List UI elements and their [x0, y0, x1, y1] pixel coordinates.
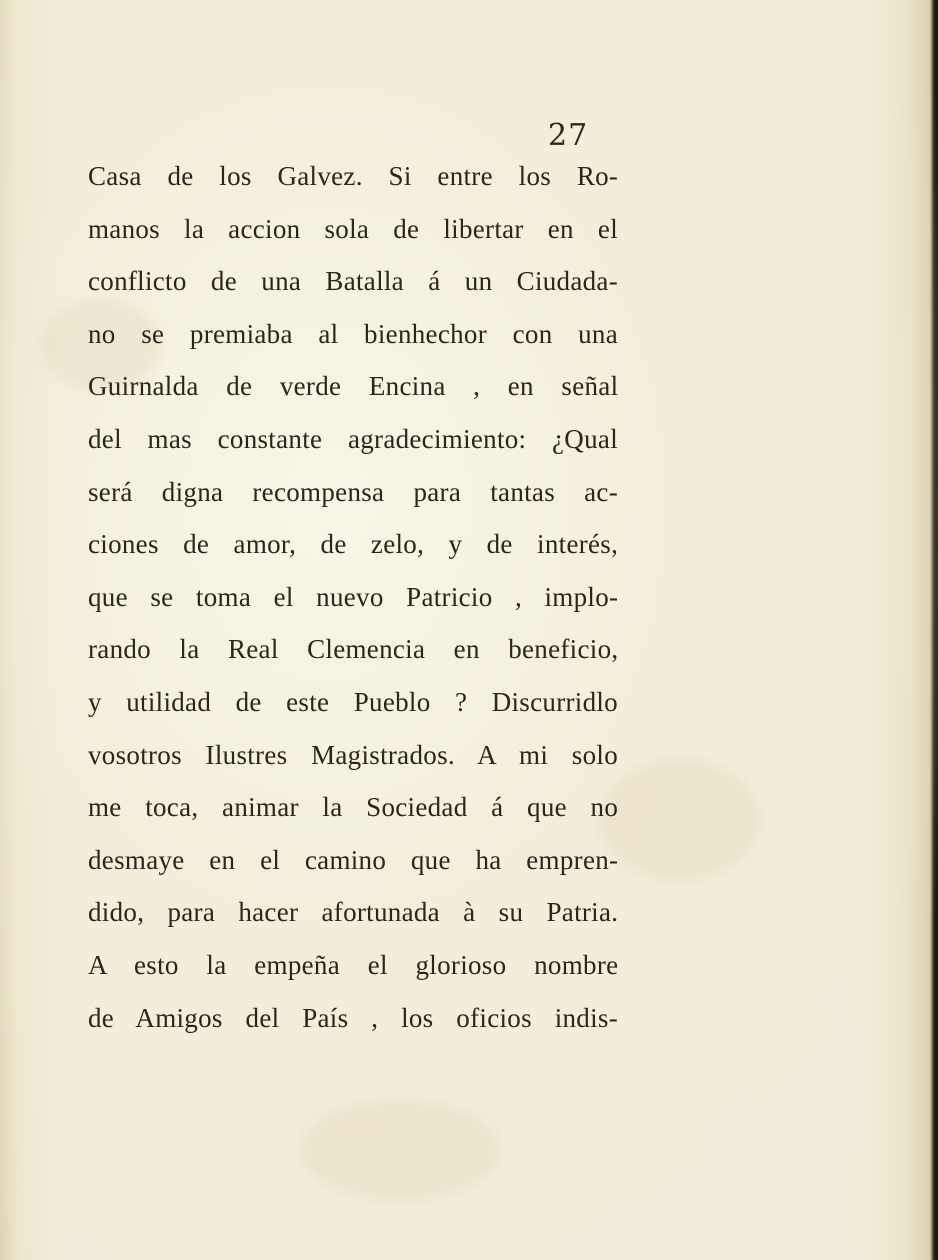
paper-stain: [300, 1100, 500, 1200]
body-text: [88, 150, 618, 1044]
text-line: del mas constante agradecimiento: ¿Qual: [88, 423, 618, 454]
paper-stain: [600, 760, 760, 880]
text-line: de Amigos del País , los oficios indis-: [88, 1002, 618, 1033]
text-line: rando la Real Clemencia en beneficio,: [88, 634, 619, 665]
text-line: y utilidad de este Pueblo ? Discurridlo: [88, 686, 618, 717]
text-line: A esto la empeña el glorioso nombre: [88, 949, 619, 980]
text-line: manos la accion sola de libertar en el: [88, 213, 618, 244]
text-line: conflicto de una Batalla á un Ciudada-: [88, 266, 618, 297]
text-line: desmaye en el camino que ha empren-: [88, 844, 619, 875]
text-line: Guirnalda de verde Encina , en señal: [88, 371, 619, 402]
text-line: ciones de amor, de zelo, y de interés,: [88, 529, 619, 560]
text-line: no se premiaba al bienhechor con una: [88, 318, 618, 349]
page-number: 27: [548, 118, 589, 153]
text-line: dido, para hacer afortunada à su Patria.: [88, 897, 619, 928]
text-line: me toca, animar la Sociedad á que no: [88, 792, 619, 823]
text-line: que se toma el nuevo Patricio , implo-: [88, 581, 619, 612]
text-line: Casa de los Galvez. Si entre los Ro-: [88, 161, 619, 191]
text-line: vosotros Ilustres Magistrados. A mi solo: [88, 739, 619, 770]
text-line: será digna recompensa para tantas ac-: [88, 476, 618, 507]
